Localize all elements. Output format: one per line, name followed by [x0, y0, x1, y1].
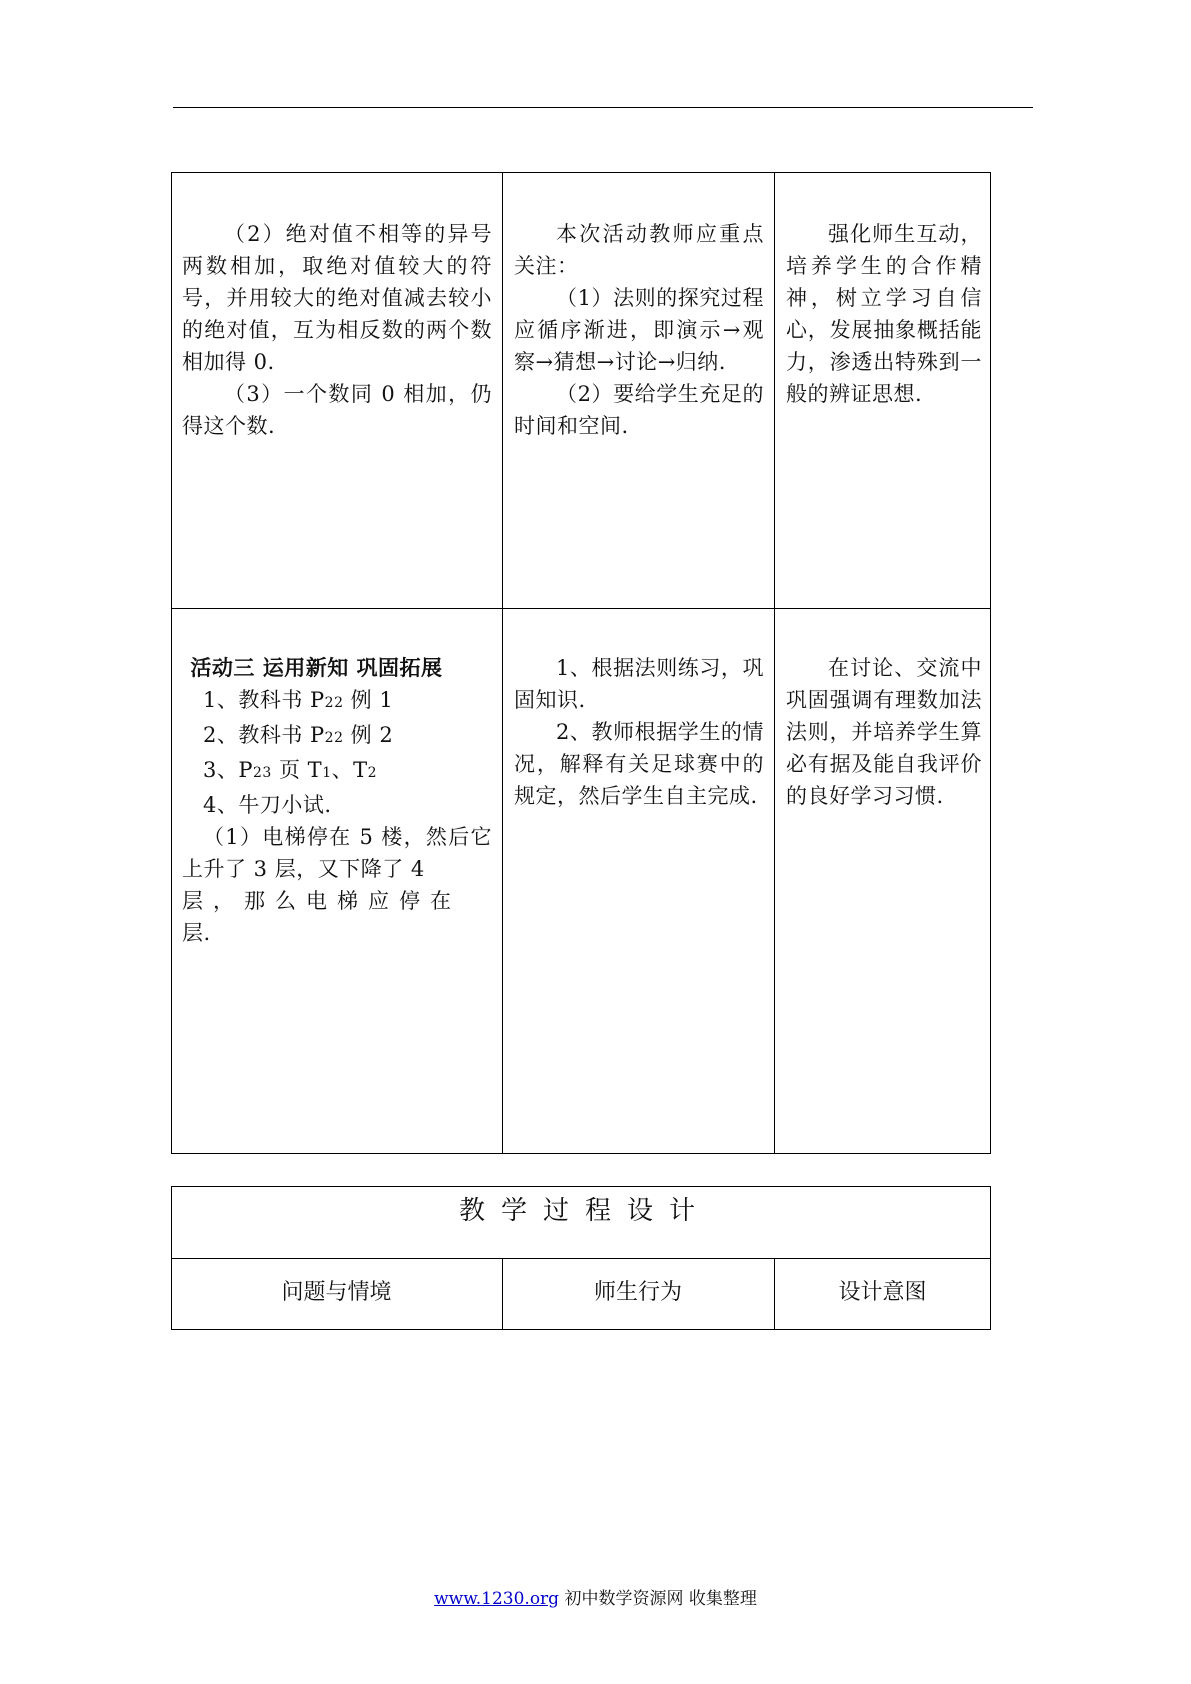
- intent-text: 强化师生互动，培养学生的合作精神，树立学习自信心，发展抽象概括能力，渗透出特殊到一般的辨证思想.: [786, 222, 982, 406]
- row1-intent-cell: [786, 218, 982, 410]
- focus-point-2: （2）要给学生充足的时间和空间.: [514, 382, 764, 438]
- header-problem-situation: 问题与情境: [281, 1280, 392, 1305]
- elevator-question-line2: 层，那么电梯应停在: [182, 889, 461, 913]
- footer-link[interactable]: www.1230.org: [434, 1589, 560, 1609]
- exercise-item-3: 3、P23 页 T1、T2: [203, 758, 378, 782]
- rule-2-text: （2）绝对值不相等的异号两数相加，取绝对值较大的符号，并用较大的绝对值减去较小的绝对值，互为相反数的两个数相加得 0.: [182, 222, 492, 374]
- elevator-question-line3: 层.: [182, 921, 211, 945]
- header-design-intent: 设计意图: [838, 1280, 927, 1305]
- table-title: 教学过程设计: [458, 1196, 711, 1226]
- exercise-item-4: 4、牛刀小试.: [203, 793, 332, 817]
- table-column-divider: [774, 172, 775, 1154]
- exercise-item-1: 1、教科书 P22 例 1: [203, 688, 394, 712]
- row1-behavior-cell: [514, 218, 764, 442]
- focus-point-1: （1）法则的探究过程应循序渐进，即演示→观察→猜想→讨论→归纳.: [514, 286, 764, 374]
- elevator-question-line1: （1）电梯停在 5 楼，然后它上升了 3 层，又下降了 4: [182, 825, 492, 881]
- row2-problem-cell: [182, 652, 492, 949]
- header-rule: [173, 107, 1033, 108]
- practice-text: 1、根据法则练习，巩固知识.: [514, 656, 764, 712]
- table-row-divider: [171, 608, 991, 609]
- page-footer: [0, 1584, 1191, 1609]
- row2-behavior-cell: [514, 652, 764, 812]
- focus-intro-text: 本次活动教师应重点关注：: [514, 222, 764, 278]
- rule-3-text: （3）一个数同 0 相加，仍得这个数.: [182, 382, 492, 438]
- exercise-item-2: 2、教科书 P22 例 2: [203, 723, 394, 747]
- teacher-explain-text: 2、教师根据学生的情况，解释有关足球赛中的规定，然后学生自主完成.: [514, 720, 764, 808]
- row2-intent-cell: [786, 652, 982, 812]
- header-teacher-student-behavior: 师生行为: [593, 1280, 682, 1305]
- footer-text: 初中数学资源网 收集整理: [559, 1589, 757, 1609]
- table-row-divider: [171, 1258, 991, 1259]
- table-column-divider: [502, 172, 503, 1154]
- activity-3-title: 活动三 运用新知 巩固拓展: [190, 656, 443, 680]
- intent-text: 在讨论、交流中巩固强调有理数加法法则，并培养学生算必有据及能自我评价的良好学习习惯.: [786, 656, 982, 808]
- row1-problem-cell: [182, 218, 492, 442]
